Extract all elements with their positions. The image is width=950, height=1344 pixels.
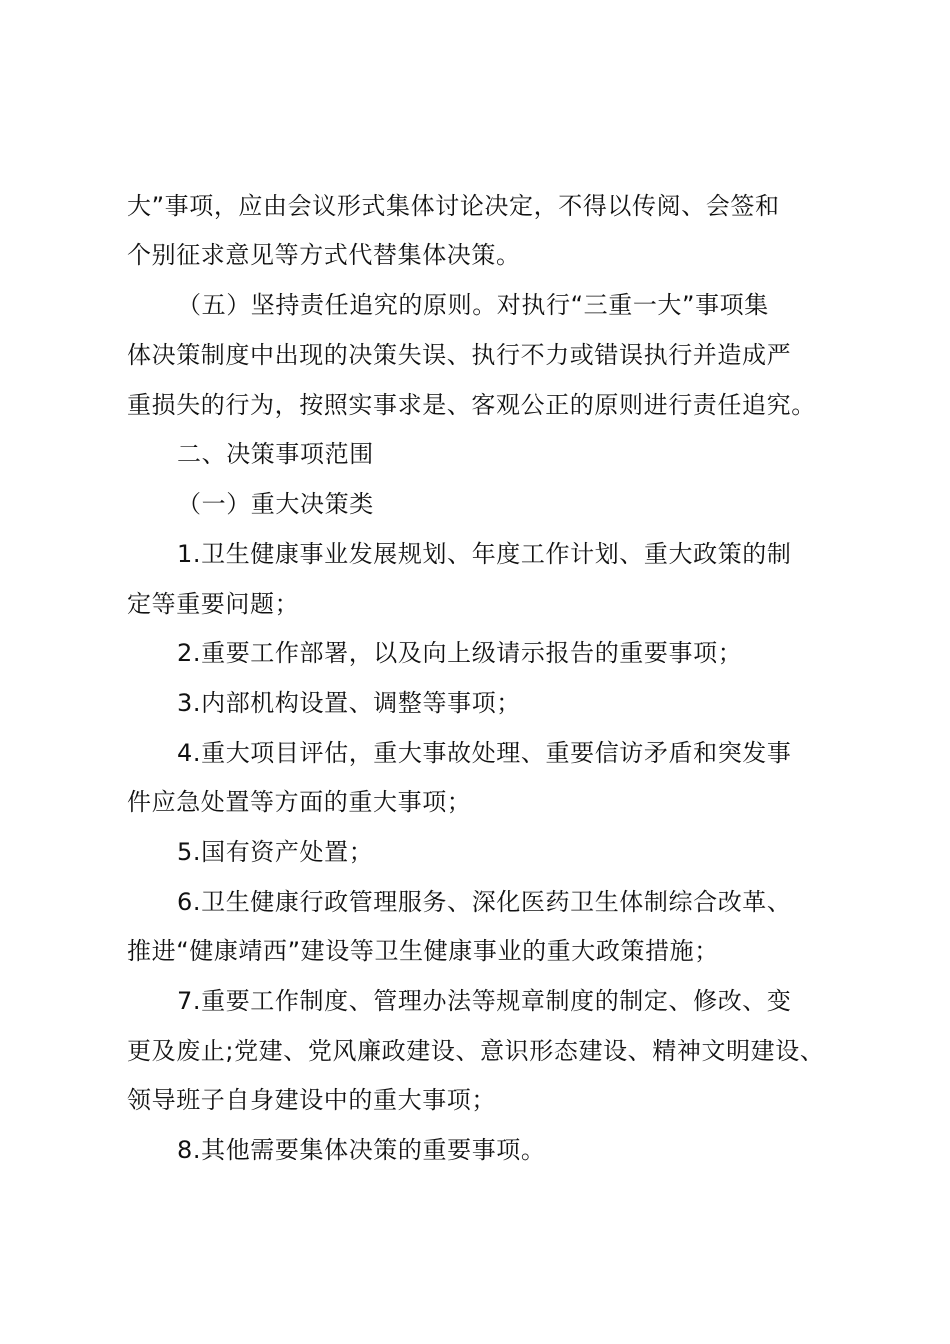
section-heading-two: 二、决策事项范围 [177,440,374,468]
section-heading-five: （五）坚持责任追究的原则。对执行“三重一大”事项集 [177,291,769,319]
list-item-1: 1.卫生健康事业发展规划、年度工作计划、重大政策的制 [177,540,792,568]
text-line: 领导班子自身建设中的重大事项； [127,1086,496,1114]
list-item-8: 8.其他需要集体决策的重要事项。 [177,1136,546,1164]
text-line: 大”事项，应由会议形式集体讨论决定，不得以传阅、会签和 [127,192,780,220]
subsection-heading-one: （一）重大决策类 [177,490,374,518]
list-item-2: 2.重要工作部署，以及向上级请示报告的重要事项； [177,639,743,667]
text-line: 件应急处置等方面的重大事项； [127,788,472,816]
list-item-3: 3.内部机构设置、调整等事项； [177,689,521,717]
text-line: 更及废止;党建、党风廉政建设、意识形态建设、精神文明建设、 [127,1037,825,1065]
text-line: 定等重要问题； [127,590,300,618]
list-item-6: 6.卫生健康行政管理服务、深化医药卫生体制综合改革、 [177,888,792,916]
text-line: 体决策制度中出现的决策失误、执行不力或错误执行并造成严 [127,341,792,369]
list-item-4: 4.重大项目评估，重大事故处理、重要信访矛盾和突发事 [177,739,792,767]
list-item-7: 7.重要工作制度、管理办法等规章制度的制定、修改、变 [177,987,792,1015]
text-line: 个别征求意见等方式代替集体决策。 [127,241,521,269]
list-item-5: 5.国有资产处置； [177,838,374,866]
text-line: 推进“健康靖西”建设等卫生健康事业的重大政策措施； [127,937,719,965]
text-line: 重损失的行为，按照实事求是、客观公正的原则进行责任追究。 [127,391,816,419]
